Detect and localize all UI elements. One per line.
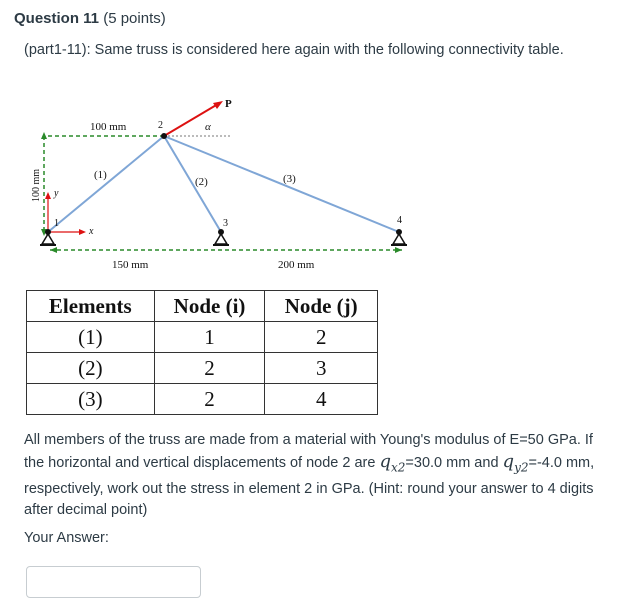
dim-bottom-left-label: 150 mm: [112, 259, 149, 271]
dim-left-label: 100 mm: [31, 168, 42, 202]
table-cell: (2): [27, 353, 155, 384]
support-node-4: [391, 234, 407, 245]
question-points: (5 points): [103, 10, 166, 27]
table-cell: 2: [154, 384, 265, 415]
element-2: [164, 136, 221, 232]
node-2-label: 2: [158, 120, 163, 131]
table-row: [27, 353, 378, 384]
node-4: [396, 229, 402, 235]
node-3-label: 3: [223, 218, 228, 229]
table-cell: 2: [154, 353, 265, 384]
element-3-label: (3): [283, 173, 296, 185]
angle-label: α: [205, 121, 211, 133]
table-row: [27, 322, 378, 353]
table-cell: (1): [27, 322, 155, 353]
answer-label: Your Answer:: [24, 530, 109, 546]
header-node-i: Node (i): [154, 291, 265, 322]
node-2: [161, 133, 167, 139]
table-cell: 2: [265, 322, 378, 353]
header-elements: Elements: [27, 291, 155, 322]
qy2-symbol: $q_{y2}$: [502, 451, 529, 475]
node-1-label: 1: [54, 218, 59, 229]
table-cell: 1: [154, 322, 265, 353]
support-node-3: [213, 234, 229, 245]
element-1: [48, 136, 164, 232]
element-2-label: (2): [195, 176, 208, 188]
answer-input[interactable]: [26, 566, 201, 598]
question-body: [24, 430, 616, 521]
qx2-symbol: $q_{x2}$: [379, 451, 406, 475]
axis-x-label: x: [89, 226, 94, 237]
question-header: [14, 10, 166, 27]
question-title: Question 11: [14, 10, 100, 27]
header-node-j: Node (j): [265, 291, 378, 322]
table-header-row: [27, 291, 378, 322]
axis-y-label: y: [54, 188, 59, 199]
dim-bottom-right-label: 200 mm: [278, 259, 315, 271]
table-cell: (3): [27, 384, 155, 415]
dim-top-label: 100 mm: [90, 121, 127, 133]
node-1: [45, 229, 51, 235]
table-cell: 4: [265, 384, 378, 415]
load-label: P: [225, 98, 232, 110]
body-text-part-3: =-4.0 mm, respectively, work out the stress in element 2 in GPa. (Hint: round your answer to 4 digits after decimal point): [24, 455, 595, 518]
body-text-part-2: =30.0 mm and: [405, 455, 503, 471]
element-1-label: (1): [94, 169, 107, 181]
question-intro: (part1-11): Same truss is considered here again with the following connectivity table.: [24, 42, 564, 58]
node-3: [218, 229, 224, 235]
table-row: [27, 384, 378, 415]
truss-figure: [30, 92, 420, 274]
body-text-part-1: All members of the truss are made from a material with Young's modulus of E=50 GPa. If the horizontal and vertical displacements of node 2 are: [24, 432, 593, 471]
table-cell: 3: [265, 353, 378, 384]
node-4-label: 4: [397, 215, 402, 226]
connectivity-table: [26, 290, 378, 415]
support-node-1: [40, 234, 56, 245]
